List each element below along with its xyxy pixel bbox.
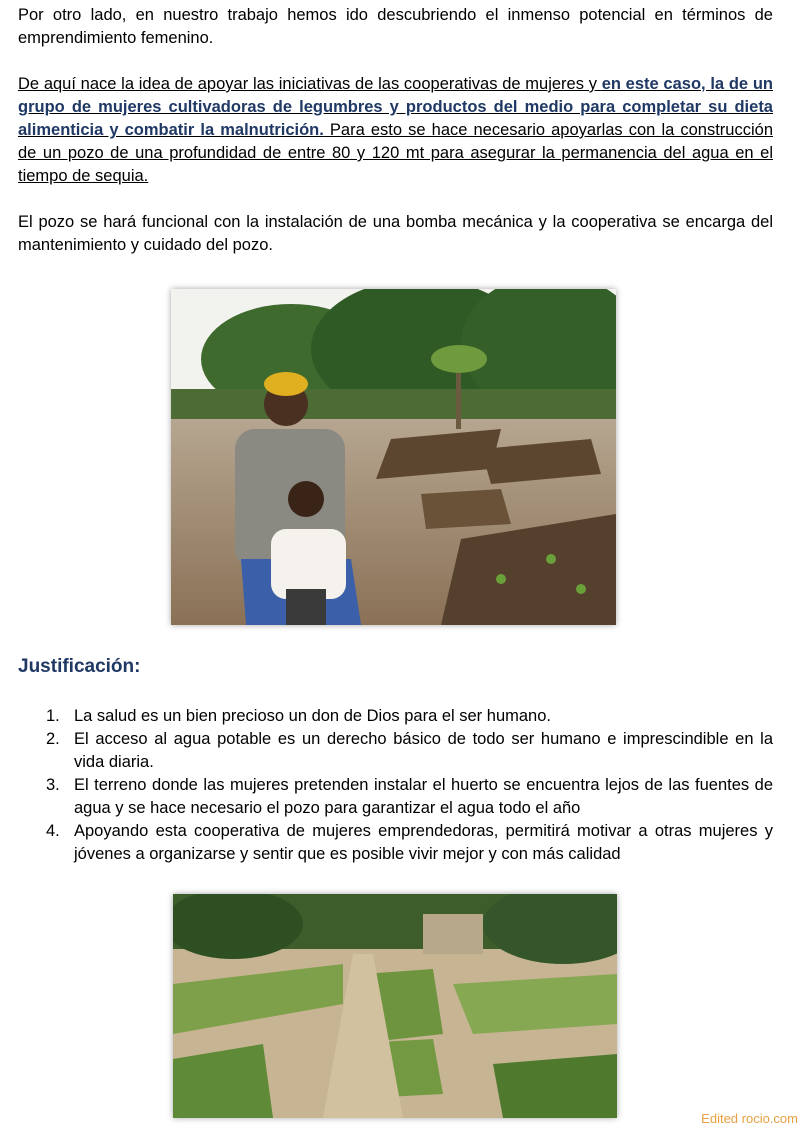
intro-paragraph: Por otro lado, en nuestro trabajo hemos ido descubriendo el inmenso potencial en términos de emprendimiento femenino. (18, 6, 773, 47)
list-item-number: 4. (46, 822, 60, 840)
idea-text-part1: De aquí nace la idea de apoyar las iniciativas de las cooperativas de mujeres y (18, 75, 602, 93)
document-body (18, 4, 773, 257)
list-item (0, 774, 773, 820)
idea-highlight: en este caso, la de un grupo de mujeres cultivadoras de legumbres y productos del medio para completar su dieta alimenticia y combatir la malnutrición. (18, 75, 773, 139)
justification-list (0, 705, 773, 866)
list-item (0, 820, 773, 866)
justification-heading: Justificación: (18, 656, 141, 677)
idea-paragraph (18, 73, 773, 188)
photo-garden-plots (173, 894, 617, 1118)
photo-woman-child-garden (171, 289, 616, 625)
list-item-text: El terreno donde las mujeres pretenden instalar el huerto se encuentra lejos de las fuentes de agua y se hace necesario el pozo para garantizar el agua todo el año (74, 776, 773, 817)
list-item-text: Apoyando esta cooperativa de mujeres emprendedoras, permitirá motivar a otras mujeres y jóvenes a organizarse y sentir que es posible vivir mejor y con más calidad (74, 822, 773, 863)
idea-text-part2: Para esto se hace necesario apoyarlas con la construcción de un pozo de una profundidad de entre 80 y 120 mt para asegurar la permanencia del agua en el tiempo de sequia. (18, 121, 773, 185)
list-item-text: El acceso al agua potable es un derecho básico de todo ser humano e imprescindible en la vida diaria. (74, 730, 773, 771)
list-item (0, 728, 773, 774)
list-item-text: La salud es un bien precioso un don de Dios para el ser humano. (74, 707, 551, 725)
list-item-number: 3. (46, 776, 60, 794)
list-item (0, 705, 773, 728)
list-item-number: 1. (46, 707, 60, 725)
watermark: Edited rocio.com (701, 1111, 798, 1126)
list-item-number: 2. (46, 730, 60, 748)
well-paragraph: El pozo se hará funcional con la instalación de una bomba mecánica y la cooperativa se encarga del mantenimiento y cuidado del pozo. (18, 213, 773, 254)
